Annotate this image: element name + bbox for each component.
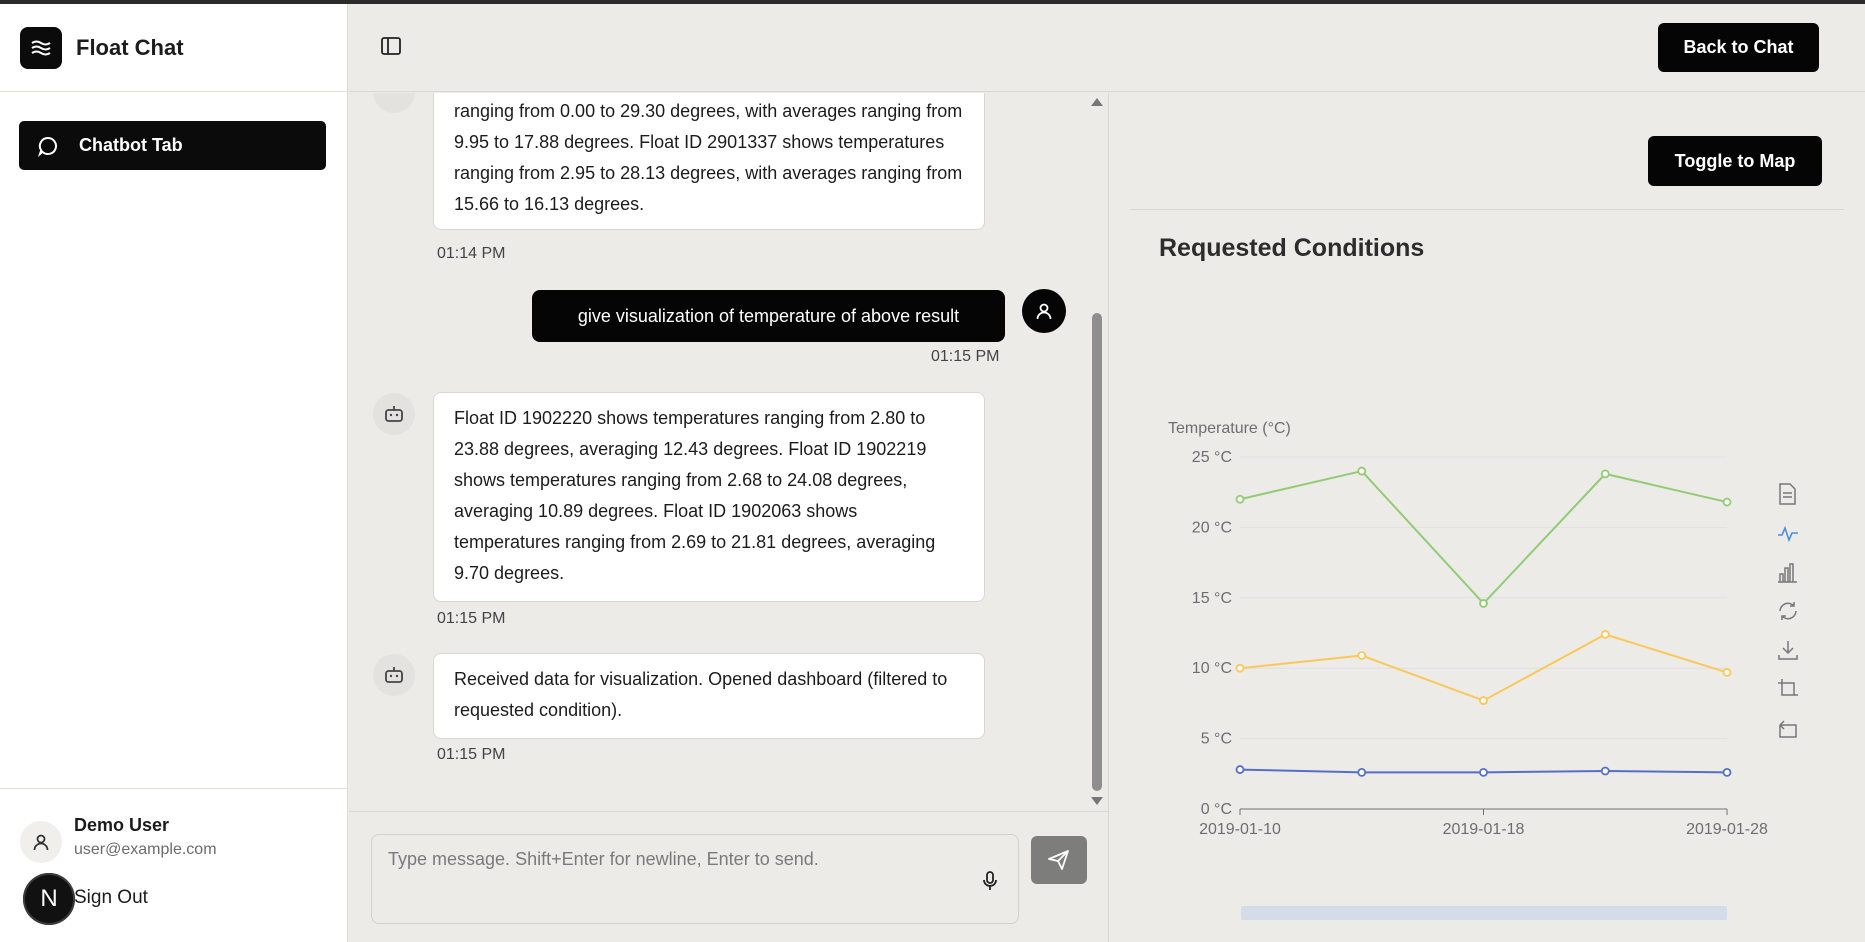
data-point (1358, 652, 1365, 659)
y-axis-label: Temperature (°C) (1168, 420, 1291, 437)
data-point (1480, 697, 1487, 704)
chat-scrollbar[interactable] (1090, 93, 1106, 811)
data-point (1724, 669, 1731, 676)
n-badge[interactable]: N (23, 873, 75, 925)
sidebar-item-chatbot-tab[interactable] (19, 121, 326, 170)
sidebar-footer (0, 788, 348, 942)
sidebar (0, 4, 348, 942)
scroll-up-arrow-icon[interactable] (1091, 98, 1103, 106)
sidebar-toggle-icon[interactable] (380, 36, 402, 61)
data-point (1602, 767, 1609, 774)
message-text: ranging from 0.00 to 29.30 degrees, with averages ranging from 9.95 to 17.88 degrees. Float ID 2901337 shows temperatures ranging from 2.95 to 28.13 degrees, with averages ranging from 15.66 to 16.13 degrees. (454, 101, 963, 214)
message-time: 01:14 PM (437, 245, 506, 262)
sidebar-header (0, 4, 347, 92)
send-icon (1047, 849, 1071, 871)
bot-message-2 (433, 392, 985, 602)
data-point (1237, 665, 1244, 672)
sign-out-button[interactable]: Sign Out (74, 887, 148, 908)
x-tick-label: 2019-01-28 (1686, 821, 1768, 838)
scroll-thumb[interactable] (1092, 313, 1102, 791)
toggle-to-map-button[interactable]: Toggle to Map (1648, 136, 1822, 186)
download-icon[interactable] (1776, 638, 1802, 677)
y-tick-label: 0 °C (1200, 801, 1232, 818)
temperature-line-chart[interactable] (1160, 405, 1780, 845)
message-time: 01:15 PM (437, 746, 506, 763)
data-point (1358, 468, 1365, 475)
user-avatar-icon (1022, 289, 1066, 333)
composer (349, 811, 1109, 942)
data-point (1480, 769, 1487, 776)
data-point (1237, 496, 1244, 503)
x-tick-label: 2019-01-10 (1199, 821, 1281, 838)
user-message: give visualization of temperature of above result (532, 290, 1005, 342)
bar-chart-icon[interactable] (1776, 560, 1802, 599)
main-header (349, 4, 1865, 92)
line-chart-icon[interactable] (1776, 521, 1802, 560)
y-tick-label: 25 °C (1191, 449, 1232, 466)
data-point (1602, 470, 1609, 477)
user-name: Demo User (74, 815, 170, 835)
data-point (1358, 769, 1365, 776)
bot-avatar-icon (373, 654, 415, 696)
chart-toolbox (1776, 482, 1802, 755)
restore-icon[interactable] (1776, 599, 1802, 638)
message-text: Received data for visualization. Opened dashboard (filtered to requested condition). (454, 669, 948, 720)
user-icon (31, 832, 51, 852)
zoom-reset-icon[interactable] (1776, 716, 1802, 755)
dashboard-divider (1130, 209, 1844, 210)
y-tick-label: 10 °C (1191, 660, 1232, 678)
data-view-icon[interactable] (1776, 482, 1802, 521)
app-logo-icon[interactable] (20, 27, 62, 69)
avatar[interactable] (20, 821, 62, 863)
bot-avatar-icon (373, 93, 415, 113)
bot-message-3 (433, 653, 985, 739)
chat-messages (349, 93, 1109, 811)
data-point (1237, 766, 1244, 773)
dashboard-title: Requested Conditions (1159, 234, 1425, 262)
scroll-down-arrow-icon[interactable] (1091, 797, 1103, 805)
message-time: 01:15 PM (437, 610, 506, 627)
user-email: user@example.com (74, 841, 217, 858)
back-to-chat-button[interactable]: Back to Chat (1658, 23, 1819, 72)
panel-divider (1108, 93, 1109, 942)
app-title: Float Chat (76, 34, 184, 60)
chat-bubble-icon (37, 135, 59, 157)
data-point (1724, 499, 1731, 506)
message-input[interactable] (371, 834, 1019, 924)
data-point (1480, 600, 1487, 607)
y-tick-label: 15 °C (1191, 589, 1232, 607)
y-tick-label: 20 °C (1191, 519, 1232, 537)
x-tick-label: 2019-01-18 (1442, 821, 1525, 838)
series-line-0 (1240, 471, 1727, 603)
zoom-icon[interactable] (1776, 677, 1802, 716)
data-point (1724, 769, 1731, 776)
message-time: 01:15 PM (931, 348, 1000, 365)
data-point (1602, 631, 1609, 638)
bot-message-1 (433, 93, 985, 230)
send-button[interactable] (1031, 836, 1087, 884)
microphone-icon[interactable] (981, 870, 999, 897)
message-text: Float ID 1902220 shows temperatures ranging from 2.80 to 23.88 degrees, averaging 12.43 degrees. Float ID 1902219 shows temperatures ranging from 2.68 to 24.08 degrees, averaging 10.89 degrees. Float ID 1902063 shows temperatures ranging from 2.69 to 21.81 degrees, averaging 9.70 degrees. (454, 408, 936, 583)
sidebar-item-label: Chatbot Tab (79, 135, 183, 155)
bot-avatar-icon (373, 393, 415, 435)
y-tick-label: 5 °C (1200, 730, 1232, 748)
series-line-1 (1240, 634, 1727, 700)
data-zoom-slider[interactable] (1241, 906, 1727, 920)
